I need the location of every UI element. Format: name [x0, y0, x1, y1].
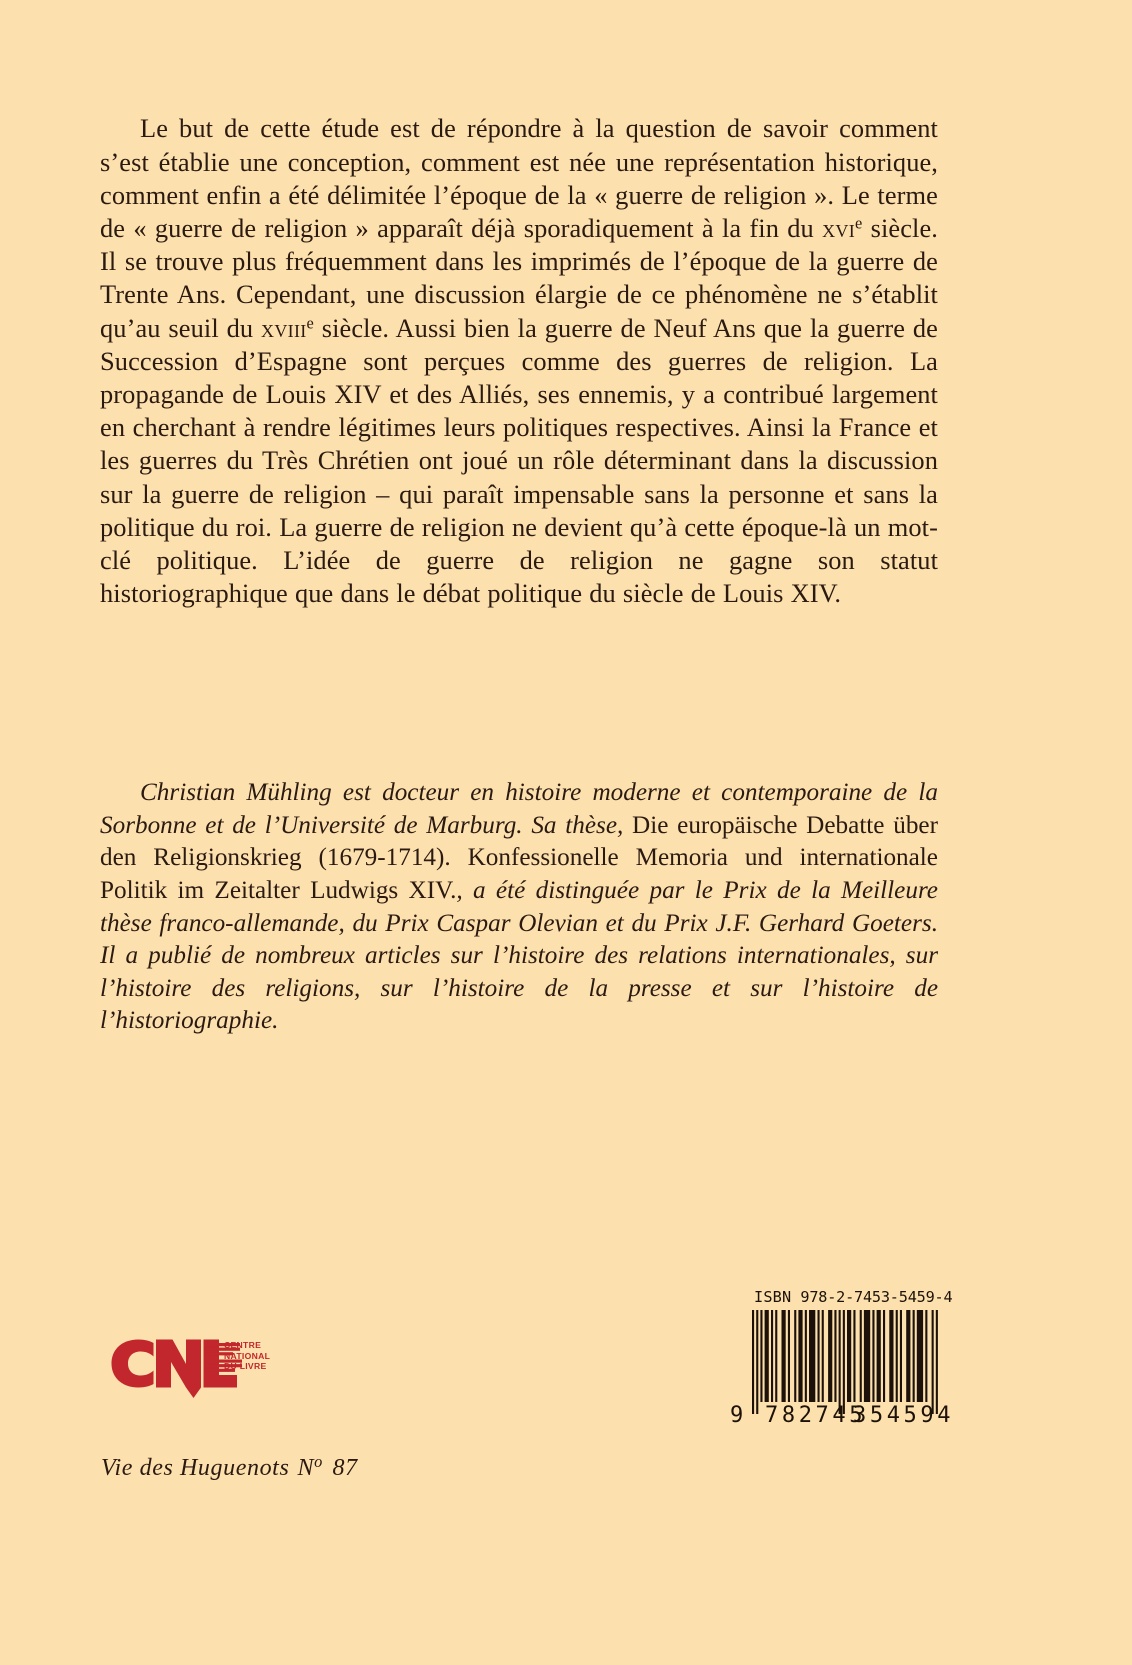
isbn-value: 978-2-7453-5459-4	[800, 1288, 953, 1306]
century-xvi: xvi	[822, 213, 855, 243]
blurb-part-2: siècle. Il se trouve plus fréquemment dans les imprimés de l’époque de la guerre de Trente Ans. Cependant, une discussion élargie de ce phénomène ne s’établit qu’au seuil du	[100, 213, 938, 343]
thesis-title: Die europäische Debatte über den Religionskrieg (1679-1714). Konfessionelle Memoria und internationale Politik im Zeitalter Ludwigs XIV.	[100, 811, 938, 904]
isbn-line	[728, 1288, 953, 1306]
series-line	[101, 1452, 358, 1482]
series-ordinal-mark: o	[314, 1452, 323, 1472]
cnl-logo	[108, 1336, 271, 1400]
ean13-digits	[728, 1402, 955, 1428]
ean-left-group: 782745	[765, 1403, 867, 1428]
isbn-barcode-block	[728, 1288, 955, 1428]
cnl-wordmark-centre: CENTRE	[224, 1340, 262, 1350]
cnl-wordmark-national: NATIONAL	[224, 1350, 271, 1361]
series-number-prefix: N	[297, 1455, 315, 1481]
bio-segment-2: , a été distinguée par le Prix de la Meilleure thèse franco-allemande, du Prix Caspar Olevian et du Prix J.F. Gerhard Goeters. Il a publié de nombreux articles sur l’histoire des relations internationales, sur l’histoire des religions, sur l’histoire de la presse et sur l’histoire de l’historiographie.	[100, 876, 938, 1035]
blurb-part-3: siècle. Aussi bien la guerre de Neuf Ans que la guerre de Succession d’Espagne sont perçues comme des guerres de religion. La propagande de Louis XIV et des Alliés, ses ennemis, y a contribué largement en cherchant à rendre légitimes leurs politiques respectives. Ainsi la France et les guerres du Très Chrétien ont joué un rôle déterminant dans la discussion sur la guerre de religion – qui paraît impensable sans la personne et sans la politique du roi. La guerre de religion ne devient qu’à cette époque-là un mot-clé politique. L’idée de guerre de religion ne gagne son statut historiographique que dans le débat politique du siècle de Louis XIV.	[100, 312, 938, 609]
cnl-logo-svg	[108, 1336, 242, 1400]
ean-right-group: 354594	[853, 1403, 955, 1428]
cnl-wordmark-du-livre: DU LIVRE	[224, 1361, 267, 1372]
blurb-part-1: Le but de cette étude est de répondre à la question de savoir comment s’est établie une conception, comment est née une représentation historique, comment enfin a été délimitée l’époque de la « guerre de religion ». Le terme de « guerre de religion » apparaît déjà sporadiquement à la fin du	[100, 113, 938, 243]
book-blurb	[100, 112, 938, 610]
century-xvi-ordinal: e	[855, 213, 863, 233]
ean13-barcode	[728, 1310, 955, 1428]
ean-lead-digit: 9	[730, 1403, 744, 1428]
century-xviii-ordinal: e	[306, 313, 314, 333]
bio-segment-1: Christian Mühling est docteur en histoire moderne et contemporaine de la Sorbonne et de l’Université de Marburg. Sa thèse,	[100, 779, 938, 839]
author-biography	[100, 777, 938, 1038]
century-xviii: xviii	[261, 312, 307, 343]
series-number: 87	[332, 1455, 358, 1481]
isbn-label: ISBN	[754, 1288, 792, 1306]
series-name: Vie des Huguenots	[101, 1455, 290, 1481]
